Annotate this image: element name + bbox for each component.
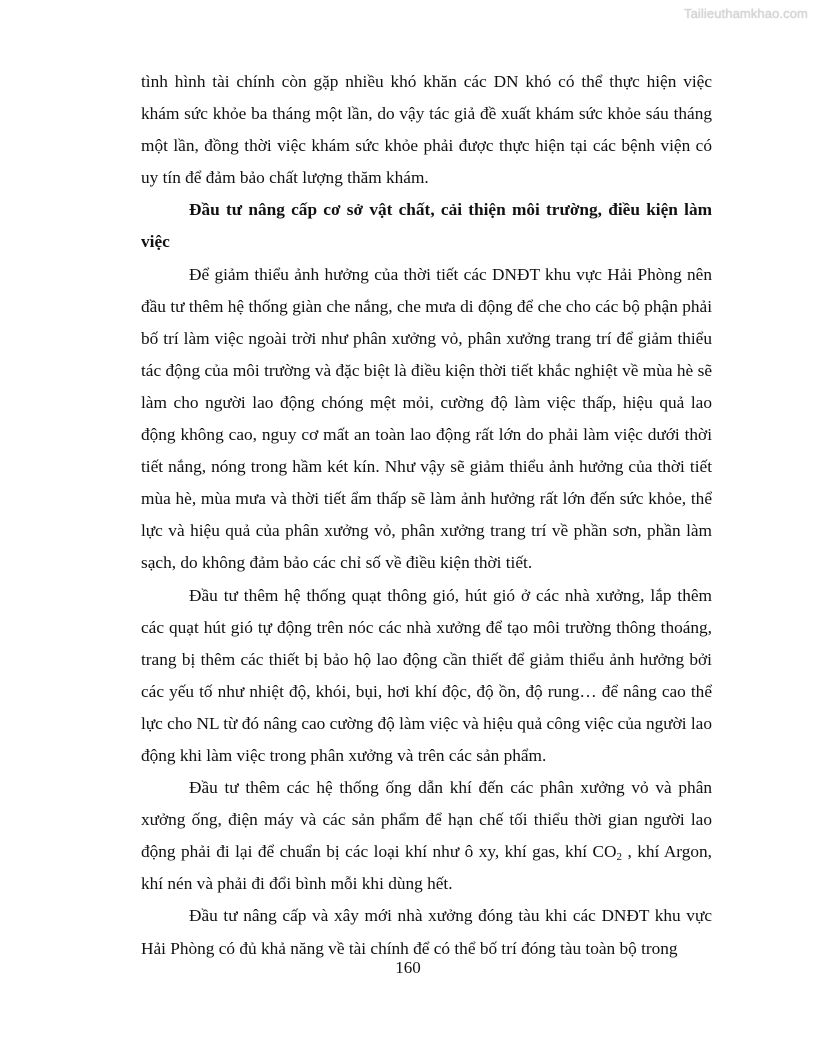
gas-pipes-text-after: , khí Argon, khí nén và phải đi đổi bình mỗi khi dùng hết.	[141, 842, 712, 894]
document-body	[141, 66, 712, 965]
paragraph-gas-pipes	[141, 772, 712, 900]
page-number: 160	[395, 958, 421, 977]
paragraph-continuation: tình hình tài chính còn gặp nhiều khó khăn các DN khó có thể thực hiện việc khám sức khỏe ba tháng một lần, do vậy tác giả đề xuất khám sức khỏe sáu tháng một lần, đồng thời việc khám sức khỏe phải được thực hiện tại các bệnh viện có uy tín để đảm bảo chất lượng thăm khám.	[141, 72, 712, 188]
paragraph-weather: Để giảm thiểu ảnh hưởng của thời tiết các DNĐT khu vực Hải Phòng nên đầu tư thêm hệ thống giàn che nắng, che mưa di động để che cho các bộ phận phải bố trí làm việc ngoài trời như phân xưởng vỏ, phân xưởng trang trí để giảm thiểu tác động của môi trường và đặc biệt là điều kiện thời tiết khắc nghiệt về mùa hè sẽ làm cho người lao động chóng mệt mỏi, cường độ làm việc thấp, hiệu quả lao động không cao, nguy cơ mất an toàn lao động rất lớn do phải làm việc dưới thời tiết nắng, nóng trong hầm két kín. Như vậy sẽ giảm thiểu ảnh hưởng của thời tiết mùa hè, mùa mưa và thời tiết ẩm thấp sẽ làm ảnh hưởng rất lớn đến sức khỏe, thể lực và hiệu quả của phân xưởng vỏ, phân xưởng trang trí về phần sơn, phần làm sạch, do không đảm bảo các chỉ số về điều kiện thời tiết.	[141, 264, 712, 573]
paragraph-shipyard: Đầu tư nâng cấp và xây mới nhà xưởng đóng tàu khi các DNĐT khu vực Hải Phòng có đủ khả năng về tài chính để có thể bố trí đóng tàu toàn bộ trong	[141, 906, 712, 958]
watermark: Tailieuthamkhao.com	[683, 6, 808, 21]
section-heading: Đầu tư nâng cấp cơ sở vật chất, cải thiện môi trường, điều kiện làm việc	[141, 200, 712, 252]
gas-pipes-text-before: Đầu tư thêm các hệ thống ống dẫn khí đến các phân xưởng vỏ và phân xưởng ống, điện máy và các sản phẩm để hạn chế tối thiểu thời gian người lao động phải đi lại để chuẩn bị các loại khí như ô xy, khí gas, khí CO	[141, 778, 712, 862]
co2-subscript: 2	[616, 851, 623, 864]
paragraph-ventilation: Đầu tư thêm hệ thống quạt thông gió, hút gió ở các nhà xưởng, lắp thêm các quạt hút gió tự động trên nóc các nhà xưởng để tạo môi trường thông thoáng, trang bị thêm các thiết bị bảo hộ lao động cần thiết để giảm thiểu ảnh hưởng bởi các yếu tố như nhiệt độ, khói, bụi, hơi khí độc, độ ồn, độ rung… để nâng cao thể lực cho NL từ đó nâng cao cường độ làm việc và hiệu quả công việc của người lao động khi làm việc trong phân xưởng và trên các sản phẩm.	[141, 585, 712, 765]
